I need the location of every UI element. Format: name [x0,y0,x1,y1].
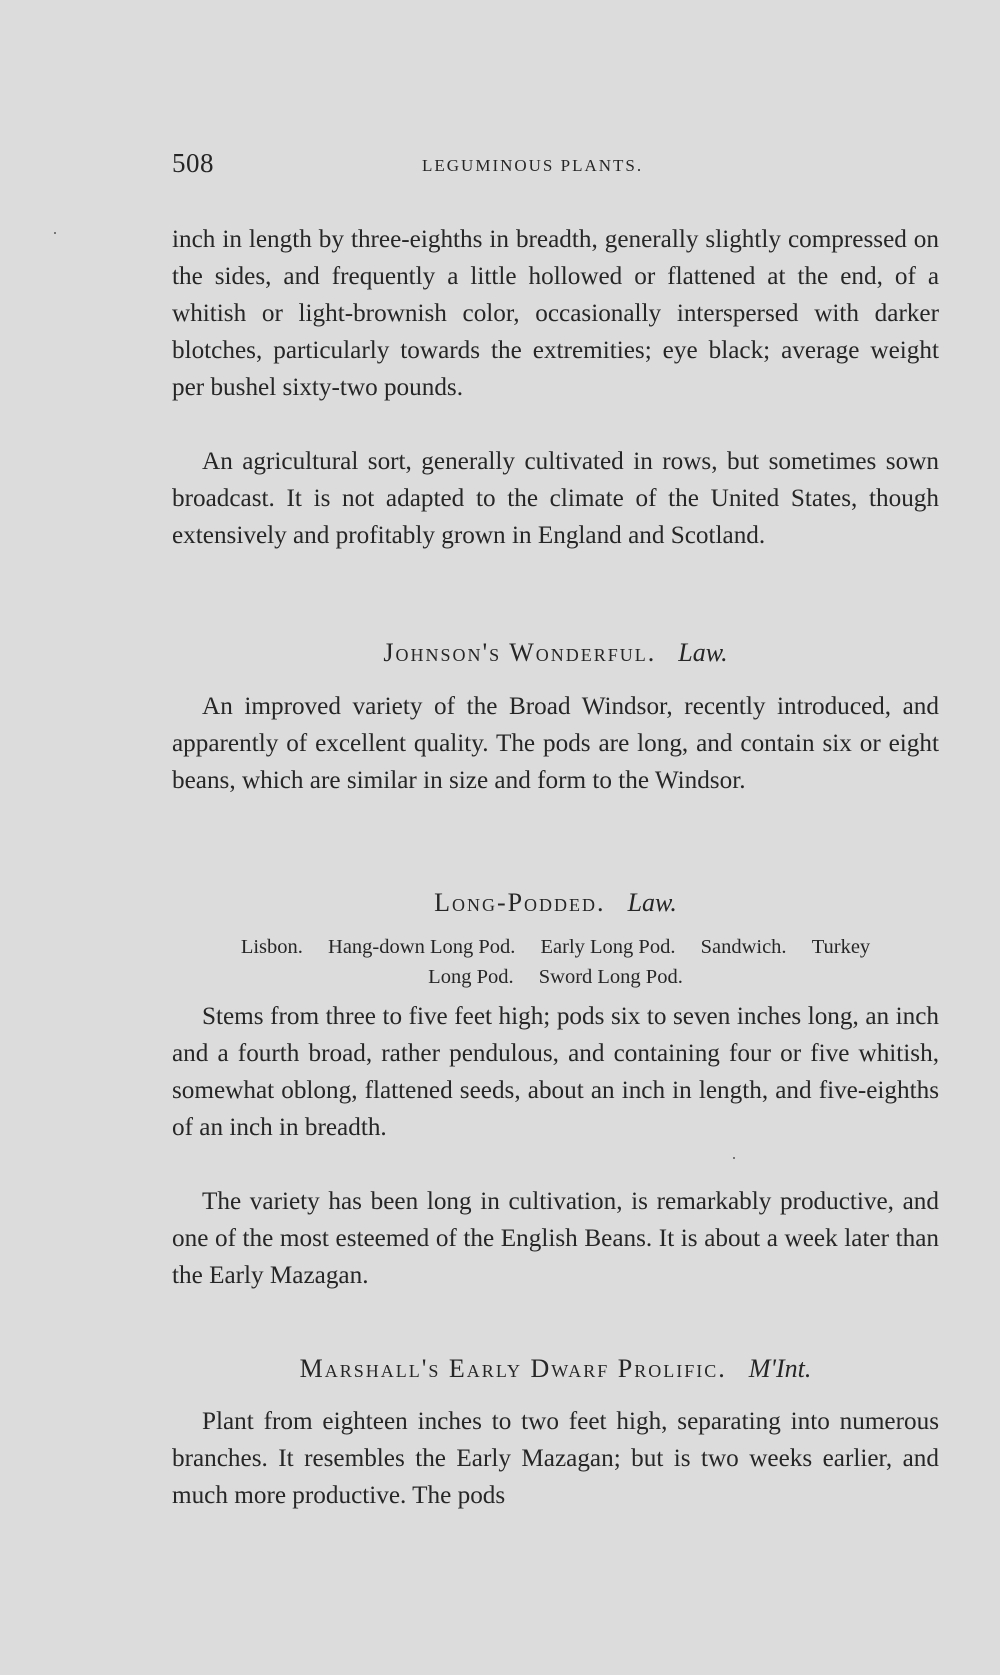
synonym: Sandwich. [700,936,787,958]
paragraph-long-podded-cultivation: The variety has been long in cultivation, is remarkably productive, and one of the most esteemed of the English Beans. It is about a week later than the Early Mazagan. [172,1188,939,1289]
heading-authority: M'Int. [748,1354,812,1383]
heading-name: Marshall's Early Dwarf Prolific. [299,1354,727,1383]
heading-name: Johnson's Wonderful. [383,638,657,667]
heading-marshalls-early-dwarf [172,1354,939,1384]
heading-johnsons-wonderful [172,638,939,668]
heading-authority: Law. [678,638,728,667]
heading-authority: Law. [627,888,677,917]
synonyms-line [172,962,939,992]
page-speck [54,232,56,234]
synonym: Early Long Pod. [540,936,676,958]
synonym: Hang-down Long Pod. [328,936,516,958]
synonym: Long Pod. [428,966,514,988]
paragraph-continuation: inch in length by three-eighths in breadth, generally slightly compressed on the sides, and frequently a little hollowed or flattened at the end, of a whitish or light-brownish color, occasionally interspersed with darker blotches, particularly towards the extremities; eye black; average weight per bushel sixty-two pounds. [172,226,939,401]
page-speck [733,1157,735,1159]
synonyms-list [172,932,939,992]
synonym: Turkey [811,936,871,958]
running-head: LEGUMINOUS PLANTS. [422,156,644,175]
paragraph-johnsons-description: An improved variety of the Broad Windsor, recently introduced, and apparently of excellent quality. The pods are long, and contain six or eight beans, which are similar in size and form to the Windsor. [172,693,939,794]
paragraph-marshalls-description: Plant from eighteen inches to two feet high, separating into numerous branches. It resembles the Early Mazagan; but is two weeks earlier, and much more productive. The pods [172,1408,939,1509]
synonym: Lisbon. [240,936,303,958]
page-header [172,148,939,188]
paragraph-agricultural-sort: An agricultural sort, generally cultivated in rows, but sometimes sown broadcast. It is not adapted to the climate of the United States, though extensively and profitably grown in England and Scotland. [172,448,939,549]
synonyms-line [172,932,939,962]
heading-long-podded [172,888,939,918]
paragraph-long-podded-description: Stems from three to five feet high; pods six to seven inches long, an inch and a fourth broad, rather pendulous, and containing four or five whitish, somewhat oblong, flattened seeds, about an inch in length, and five-eighths of an inch in breadth. [172,1003,939,1141]
synonym: Sword Long Pod. [538,966,683,988]
heading-name: Long-Podded. [434,888,606,917]
page-number: 508 [172,148,214,178]
